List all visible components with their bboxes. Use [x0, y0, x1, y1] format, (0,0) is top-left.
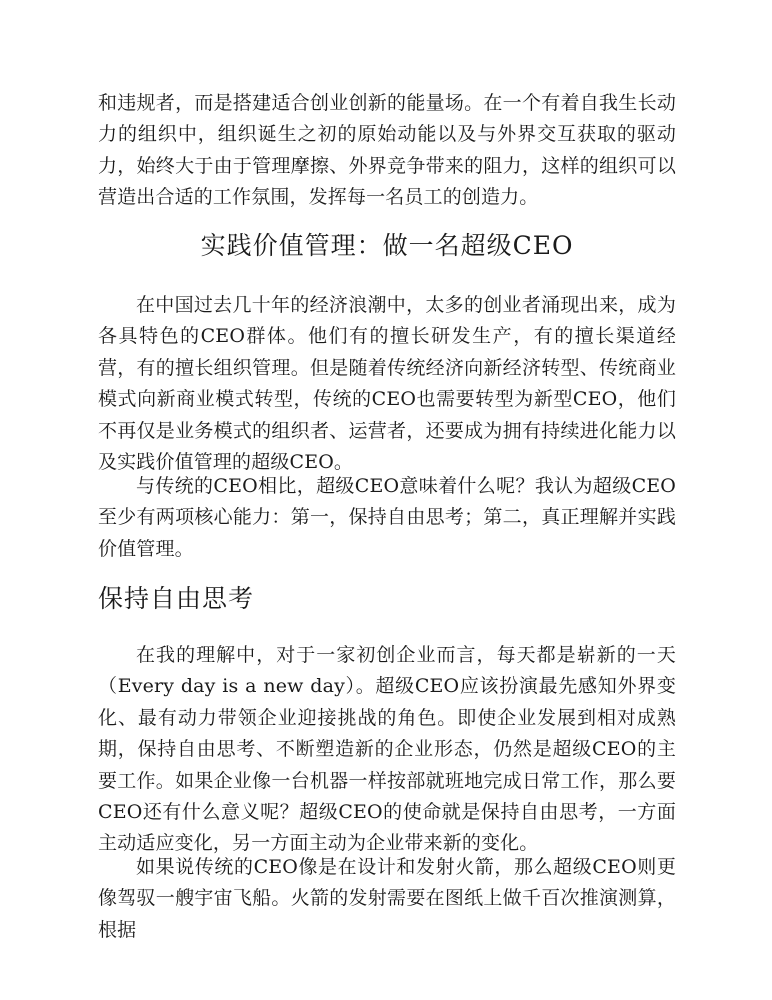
section-heading: 实践价值管理：做一名超级CEO: [200, 231, 574, 260]
intro-paragraph: 和违规者，而是搭建适合创业创新的能量场。在一个有着自我生长动力的组织中，组织诞生之初的原始动能以及与外界交互获取的驱动力，始终大于由于管理摩擦、外界竞争带来的阻力，这样的组织可以营造出合适的工作氛围，发挥每一名员工的创造力。: [98, 92, 676, 209]
body-paragraph-1: 在中国过去几十年的经济浪潮中，太多的创业者涌现出来，成为各具特色的CEO群体。他们有的擅长研发生产，有的擅长渠道经营，有的擅长组织管理。但是随着传统经济向新经济转型、传统商业模式向新商业模式转型，传统的CEO也需要转型为新型CEO，他们不再仅是业务模式的组织者、运营者，还要成为拥有持续进化能力以及实践价值管理的超级CEO。: [98, 294, 676, 474]
body-paragraph-2: 与传统的CEO相比，超级CEO意味着什么呢？我认为超级CEO至少有两项核心能力：第一，保持自由思考；第二，真正理解并实践价值管理。: [98, 475, 676, 560]
body-paragraph-4: 如果说传统的CEO像是在设计和发射火箭，那么超级CEO则更像驾驭一艘宇宙飞船。火箭的发射需要在图纸上做千百次推演测算，根据: [98, 856, 676, 941]
subsection-heading: 保持自由思考: [98, 584, 255, 613]
body-paragraph-3: 在我的理解中，对于一家初创企业而言，每天都是崭新的一天（Every day is a new day）。超级CEO应该扮演最先感知外界变化、最有动力带领企业迎接挑战的角色。即使企业发展到相对成熟期，保持自由思考、不断塑造新的企业形态，仍然是超级CEO的主要工作。如果企业像一台机器一样按部就班地完成日常工作，那么要CEO还有什么意义呢？超级CEO的使命就是保持自由思考，一方面主动适应变化，另一方面主动为企业带来新的变化。: [98, 644, 676, 855]
